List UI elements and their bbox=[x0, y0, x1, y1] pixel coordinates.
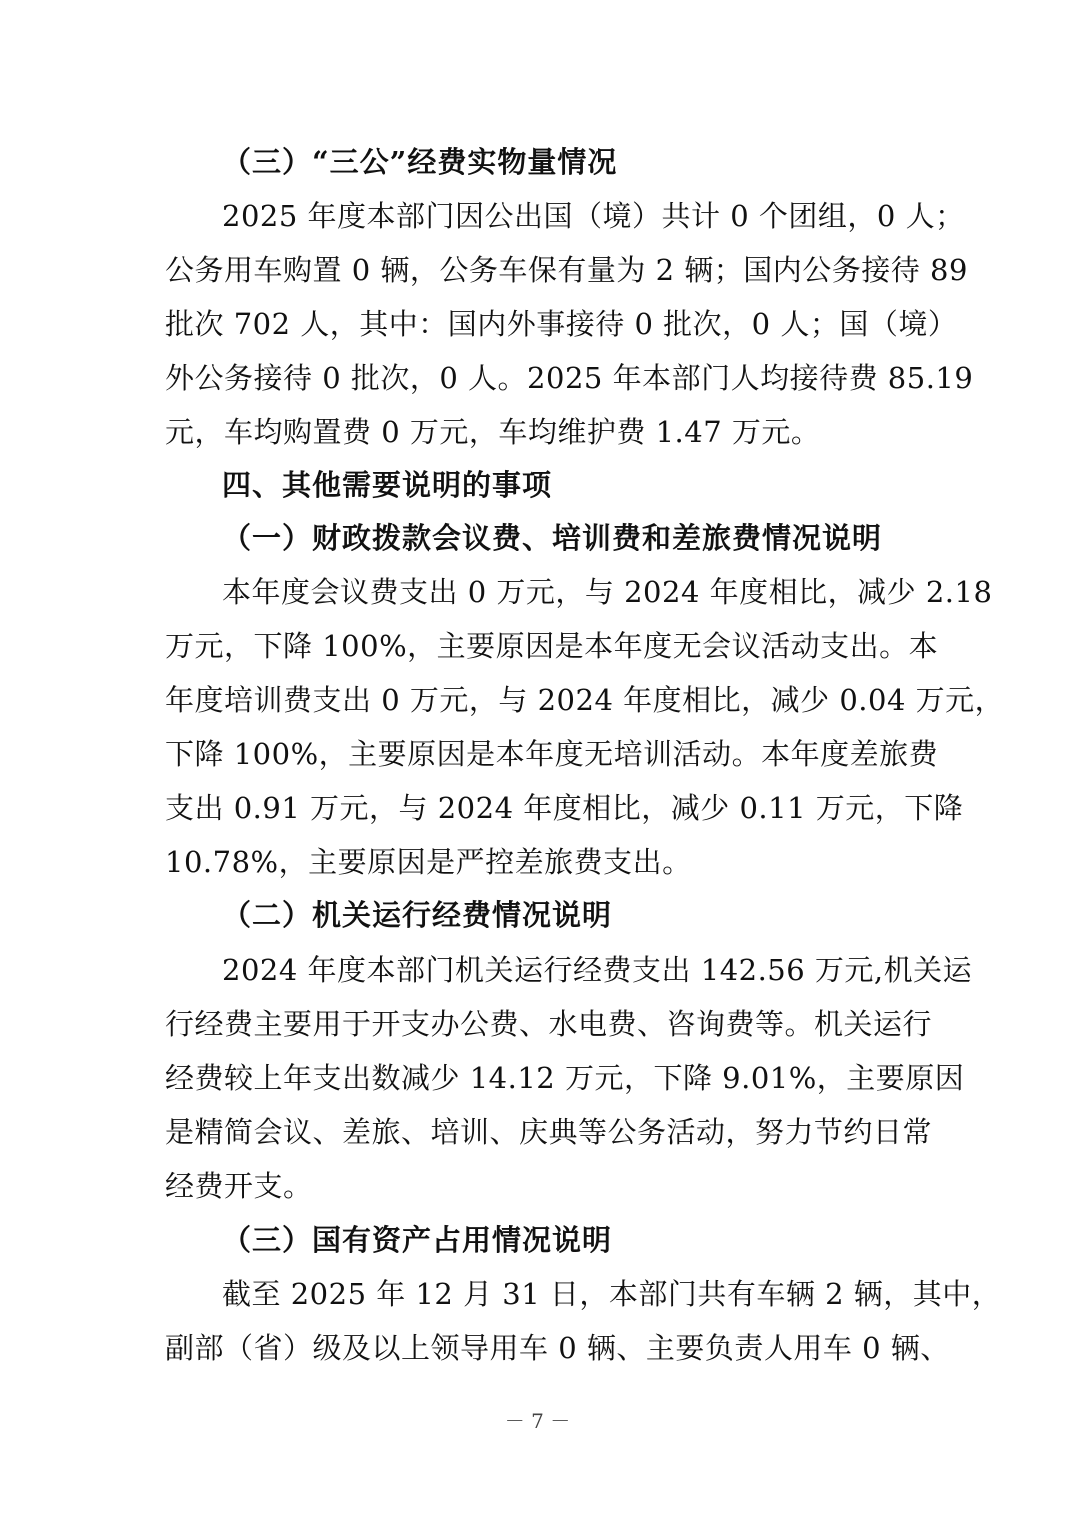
paragraph-line: 10.78%，主要原因是严控差旅费支出。 bbox=[165, 845, 692, 879]
paragraph-line: 经费较上年支出数减少 14.12 万元，下降 9.01%，主要原因 bbox=[165, 1061, 965, 1095]
subsection-heading-operating-expenses: （二）机关运行经费情况说明 bbox=[222, 898, 613, 932]
paragraph-line: 年度培训费支出 0 万元，与 2024 年度相比，减少 0.04 万元， bbox=[165, 683, 1005, 717]
paragraph-line: 2024 年度本部门机关运行经费支出 142.56 万元,机关运 bbox=[222, 953, 973, 987]
subsection-heading-meeting-training-travel: （一）财政拨款会议费、培训费和差旅费情况说明 bbox=[222, 521, 883, 555]
paragraph-line: 支出 0.91 万元，与 2024 年度相比，减少 0.11 万元，下降 bbox=[165, 791, 964, 825]
paragraph-line: 元，车均购置费 0 万元，车均维护费 1.47 万元。 bbox=[165, 415, 821, 449]
paragraph-line: 行经费主要用于开支办公费、水电费、咨询费等。机关运行 bbox=[165, 1007, 933, 1041]
section-heading-sangong: （三）“三公”经费实物量情况 bbox=[222, 145, 618, 179]
paragraph-line: 下降 100%，主要原因是本年度无培训活动。本年度差旅费 bbox=[165, 737, 939, 771]
paragraph-line: 公务用车购置 0 辆，公务车保有量为 2 辆；国内公务接待 89 bbox=[165, 253, 968, 287]
subsection-heading-state-assets: （三）国有资产占用情况说明 bbox=[222, 1223, 613, 1257]
paragraph-line: 批次 702 人，其中：国内外事接待 0 批次，0 人；国（境） bbox=[165, 307, 958, 341]
paragraph-line: 万元，下降 100%，主要原因是本年度无会议活动支出。本 bbox=[165, 629, 939, 663]
paragraph-line: 截至 2025 年 12 月 31 日，本部门共有车辆 2 辆，其中， bbox=[222, 1277, 1002, 1311]
paragraph-line: 经费开支。 bbox=[165, 1169, 313, 1203]
page-number: － 7 － bbox=[504, 1409, 571, 1433]
paragraph-line: 2025 年度本部门因公出国（境）共计 0 个团组，0 人； bbox=[222, 199, 965, 233]
paragraph-line: 副部（省）级及以上领导用车 0 辆、主要负责人用车 0 辆、 bbox=[165, 1331, 950, 1365]
paragraph-line: 外公务接待 0 批次，0 人。2025 年本部门人均接待费 85.19 bbox=[165, 361, 974, 395]
part-heading-other-matters: 四、其他需要说明的事项 bbox=[222, 468, 553, 502]
paragraph-line: 本年度会议费支出 0 万元，与 2024 年度相比，减少 2.18 bbox=[222, 575, 993, 609]
paragraph-line: 是精简会议、差旅、培训、庆典等公务活动，努力节约日常 bbox=[165, 1115, 933, 1149]
